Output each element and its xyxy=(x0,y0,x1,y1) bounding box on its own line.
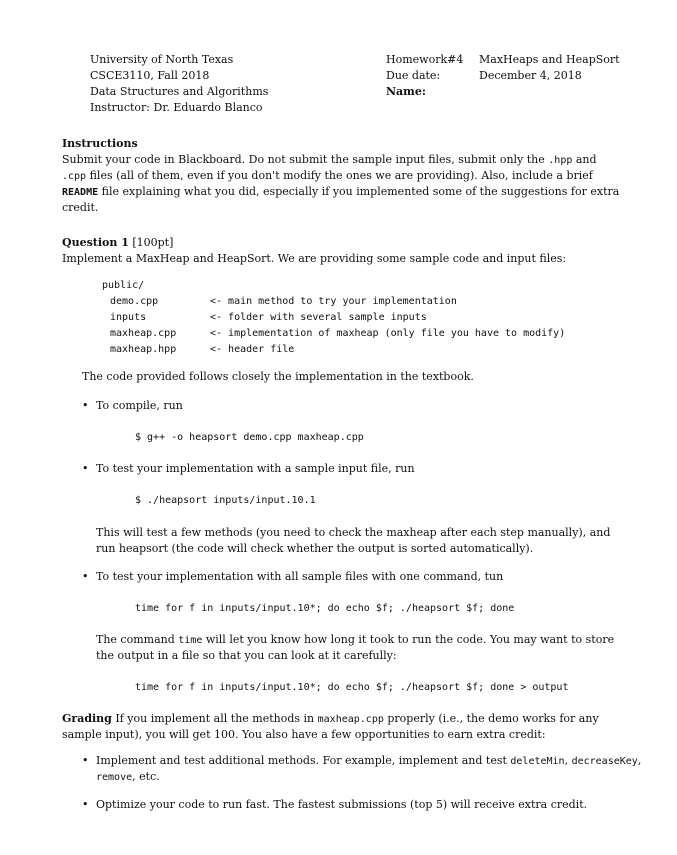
extra-text: , xyxy=(637,754,642,767)
instructions-line xyxy=(62,168,593,184)
file-name: inputs xyxy=(110,312,147,323)
bullet-dot: • xyxy=(82,798,89,811)
extra-text: Implement and test additional methods. For example, implement and test xyxy=(96,754,511,767)
instructions-line xyxy=(62,184,619,200)
extra-text: , etc. xyxy=(132,770,160,783)
time-code: time xyxy=(178,635,203,646)
test-all-command: time for f in inputs/input.10*; do echo $f; ./heapsort $f; done xyxy=(135,603,515,614)
file-name: maxheap.cpp xyxy=(110,328,177,339)
bullet-dot: • xyxy=(82,462,89,475)
course-title-line: Data Structures and Algorithms xyxy=(90,85,269,98)
extra-credit-methods xyxy=(96,753,641,769)
files-root: public/ xyxy=(102,280,145,291)
hpp-code: .hpp xyxy=(548,155,573,166)
test-single-note: This will test a few methods (you need to check the maxheap after each step manually), and xyxy=(96,526,611,539)
course-line: CSCE3110, Fall 2018 xyxy=(90,69,210,82)
test-single-note: run heapsort (the code will check whether the output is sorted automatically). xyxy=(96,542,534,555)
test-all-note: the output in a file so that you can look at it carefully: xyxy=(96,649,397,662)
file-desc: <- header file xyxy=(210,344,295,355)
remove-code: remove xyxy=(96,772,133,783)
instructions-text: files (all of them, even if you don't modify the ones we are providing). Also, include a brief xyxy=(86,169,593,182)
homework-label: Homework#4 xyxy=(386,53,464,66)
file-name: demo.cpp xyxy=(110,296,159,307)
test-single-command: $ ./heapsort inputs/input.10.1 xyxy=(135,495,316,506)
grading-heading: Grading xyxy=(62,712,112,725)
extra-credit-methods-cont xyxy=(96,769,160,785)
compile-command: $ g++ -o heapsort demo.cpp maxheap.cpp xyxy=(135,432,364,443)
bullet-compile: To compile, run xyxy=(96,399,183,412)
name-label: Name: xyxy=(386,85,426,98)
instructions-text: Submit your code in Blackboard. Do not submit the sample input files, submit only the xyxy=(62,153,549,166)
file-desc: <- main method to try your implementation xyxy=(210,296,457,307)
file-desc: <- implementation of maxheap (only file you have to modify) xyxy=(210,328,566,339)
file-desc: <- folder with several sample inputs xyxy=(210,312,427,323)
instructions-text: file explaining what you did, especially if you implemented some of the suggestions for extra xyxy=(98,185,620,198)
extra-credit-optimize: Optimize your code to run fast. The fastest submissions (top 5) will receive extra credit. xyxy=(96,798,588,811)
question-intro: Implement a MaxHeap and HeapSort. We are providing some sample code and input files: xyxy=(62,252,567,265)
grading-text: properly (i.e., the demo works for any xyxy=(383,712,599,725)
output-command: time for f in inputs/input.10*; do echo $f; ./heapsort $f; done > output xyxy=(135,682,569,693)
grading-line: sample input), you will get 100. You also have a few opportunities to earn extra credit: xyxy=(62,728,546,741)
test-all-note xyxy=(96,632,614,648)
instructions-line: credit. xyxy=(62,201,99,214)
grading-text: If you implement all the methods in xyxy=(111,712,318,725)
question-points: [100pt] xyxy=(128,236,174,249)
instructions-heading: Instructions xyxy=(62,137,138,150)
grading-line xyxy=(62,711,599,727)
note-text: will let you know how long it took to run the code. You may want to store xyxy=(202,633,615,646)
instructions-line xyxy=(62,152,597,168)
due-date-label: Due date: xyxy=(386,69,441,82)
maxheap-cpp-code: maxheap.cpp xyxy=(317,714,384,725)
file-name: maxheap.hpp xyxy=(110,344,177,355)
question-title: Question 1 xyxy=(62,236,129,249)
decreasekey-code: decreaseKey xyxy=(571,756,638,767)
bullet-dot: • xyxy=(82,570,89,583)
extra-text: , xyxy=(564,754,572,767)
bullet-dot: • xyxy=(82,399,89,412)
bullet-test-all: To test your implementation with all sample files with one command, tun xyxy=(96,570,504,583)
bullet-dot: • xyxy=(82,754,89,767)
instructions-text: and xyxy=(572,153,597,166)
readme-code: README xyxy=(62,187,99,198)
follows-text: The code provided follows closely the implementation in the textbook. xyxy=(82,370,474,383)
instructor-line: Instructor: Dr. Eduardo Blanco xyxy=(90,101,263,114)
deletemin-code: deleteMin xyxy=(510,756,565,767)
cpp-code: .cpp xyxy=(62,171,87,182)
homework-title: MaxHeaps and HeapSort xyxy=(479,53,620,66)
question-heading xyxy=(62,235,173,250)
bullet-test-single: To test your implementation with a sample input file, run xyxy=(96,462,415,475)
due-date-value: December 4, 2018 xyxy=(479,69,582,82)
note-text: The command xyxy=(96,633,179,646)
university-line: University of North Texas xyxy=(90,53,234,66)
